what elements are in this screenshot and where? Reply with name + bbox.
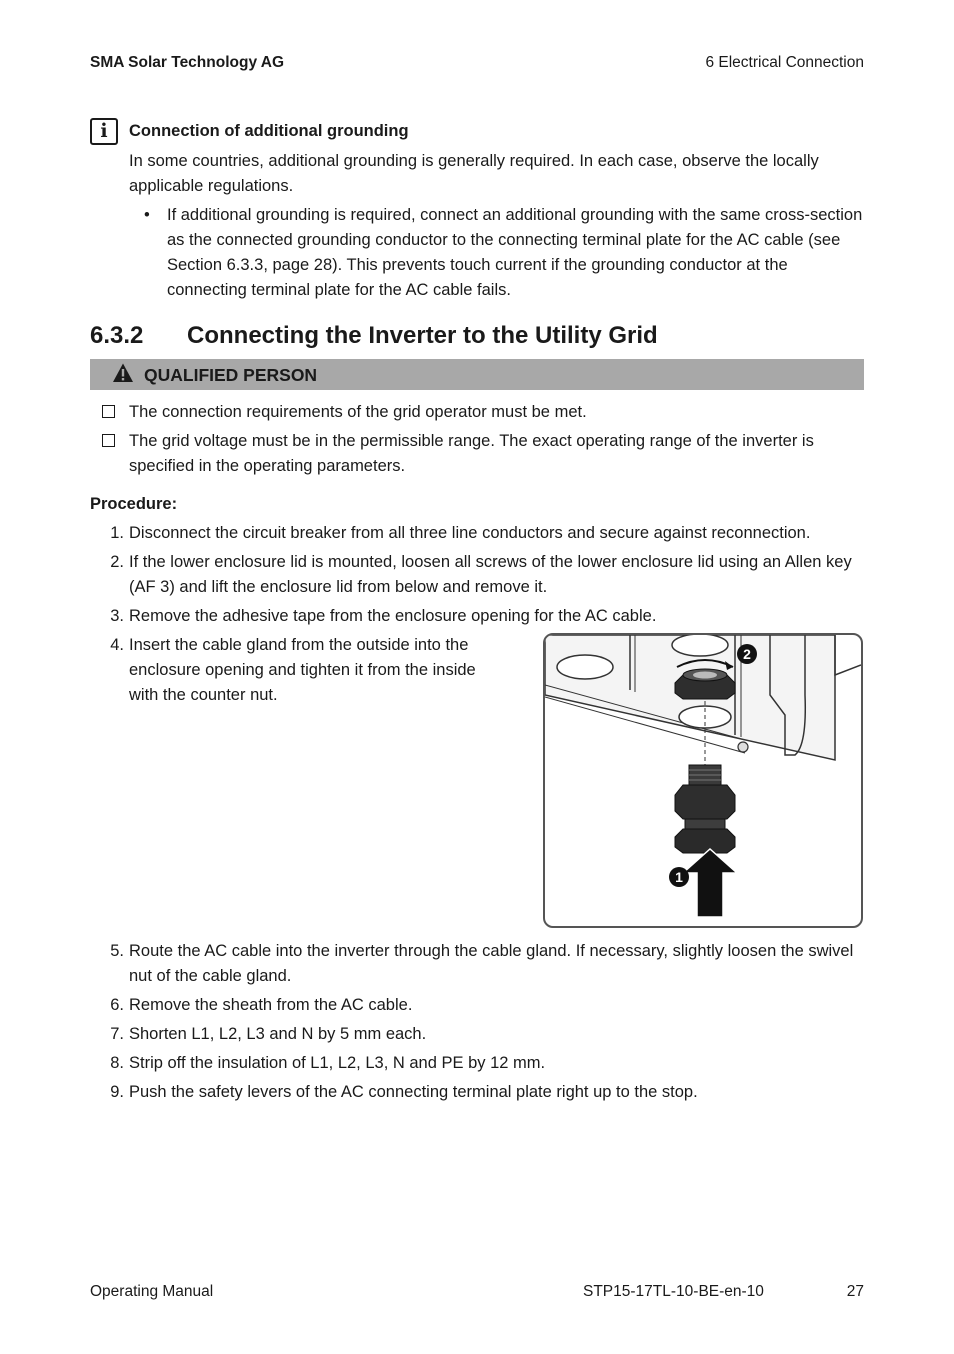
step-text: Shorten L1, L2, L3 and N by 5 mm each.	[129, 1025, 427, 1043]
section-number: 6.3.2	[90, 322, 144, 349]
step-number: 6.	[110, 996, 124, 1014]
footer-doc-id: STP15-17TL-10-BE-en-10	[583, 1283, 764, 1300]
step-text: Route the AC cable into the inverter through the cable gland. If necessary, slightly loosen the swivel nut of the cable gland.	[129, 942, 854, 985]
requirement-item: The connection requirements of the grid operator must be met.	[129, 403, 587, 421]
qualified-person-label: QUALIFIED PERSON	[144, 365, 318, 385]
step-text: If the lower enclosure lid is mounted, loosen all screws of the lower enclosure lid using an Allen key (AF 3) and lift the enclosure lid from below and remove it.	[129, 553, 852, 596]
step-text: Strip off the insulation of L1, L2, L3, N and PE by 12 mm.	[129, 1054, 546, 1072]
step-text: Insert the cable gland from the outside into the enclosure opening and tighten it from the inside with the counter nut.	[129, 636, 476, 704]
callout-2: 2	[743, 646, 751, 662]
footer-doc-type: Operating Manual	[90, 1283, 214, 1300]
step-text: Push the safety levers of the AC connecting terminal plate right up to the stop.	[129, 1083, 698, 1101]
procedure-label: Procedure:	[90, 495, 178, 513]
step-number: 7.	[110, 1025, 124, 1043]
step-text: Disconnect the circuit breaker from all three line conductors and secure against reconnection.	[129, 524, 811, 542]
step-number: 5.	[110, 942, 124, 960]
step-text: Remove the sheath from the AC cable.	[129, 996, 413, 1014]
callout-1: 1	[675, 869, 683, 885]
step-number: 2.	[110, 553, 124, 571]
step-number: 3.	[110, 607, 124, 625]
step-number: 4.	[110, 636, 124, 654]
cable-gland-illustration	[545, 635, 861, 926]
requirement-item: The grid voltage must be in the permissible range. The exact operating range of the inverter is specified in the operating parameters.	[129, 432, 814, 475]
info-bullet: If additional grounding is required, connect an additional grounding with the same cross-section as the connected grounding conductor to the connecting terminal plate for the AC cable (see Section 6.3.3, page 28). This prevents touch current if the grounding conductor at the connecting terminal plate for the AC cable fails.	[167, 206, 863, 299]
footer-page-number: 27	[846, 1283, 864, 1300]
step-number: 1.	[110, 524, 124, 542]
header-company: SMA Solar Technology AG	[90, 54, 285, 71]
info-title: Connection of additional grounding	[129, 122, 409, 140]
requirement-checkbox	[102, 434, 115, 447]
step-number: 9.	[110, 1083, 124, 1101]
info-icon: i	[90, 118, 118, 145]
step-number: 8.	[110, 1054, 124, 1072]
section-title: Connecting the Inverter to the Utility Grid	[187, 322, 658, 349]
header-chapter: 6 Electrical Connection	[705, 54, 864, 71]
warning-triangle-icon	[112, 362, 134, 384]
cable-gland-figure	[543, 633, 863, 928]
requirement-checkbox	[102, 405, 115, 418]
info-body: In some countries, additional grounding is generally required. In each case, observe the locally applicable regulations.	[129, 152, 819, 195]
step-text: Remove the adhesive tape from the enclosure opening for the AC cable.	[129, 607, 657, 625]
bullet-icon: •	[144, 206, 150, 224]
